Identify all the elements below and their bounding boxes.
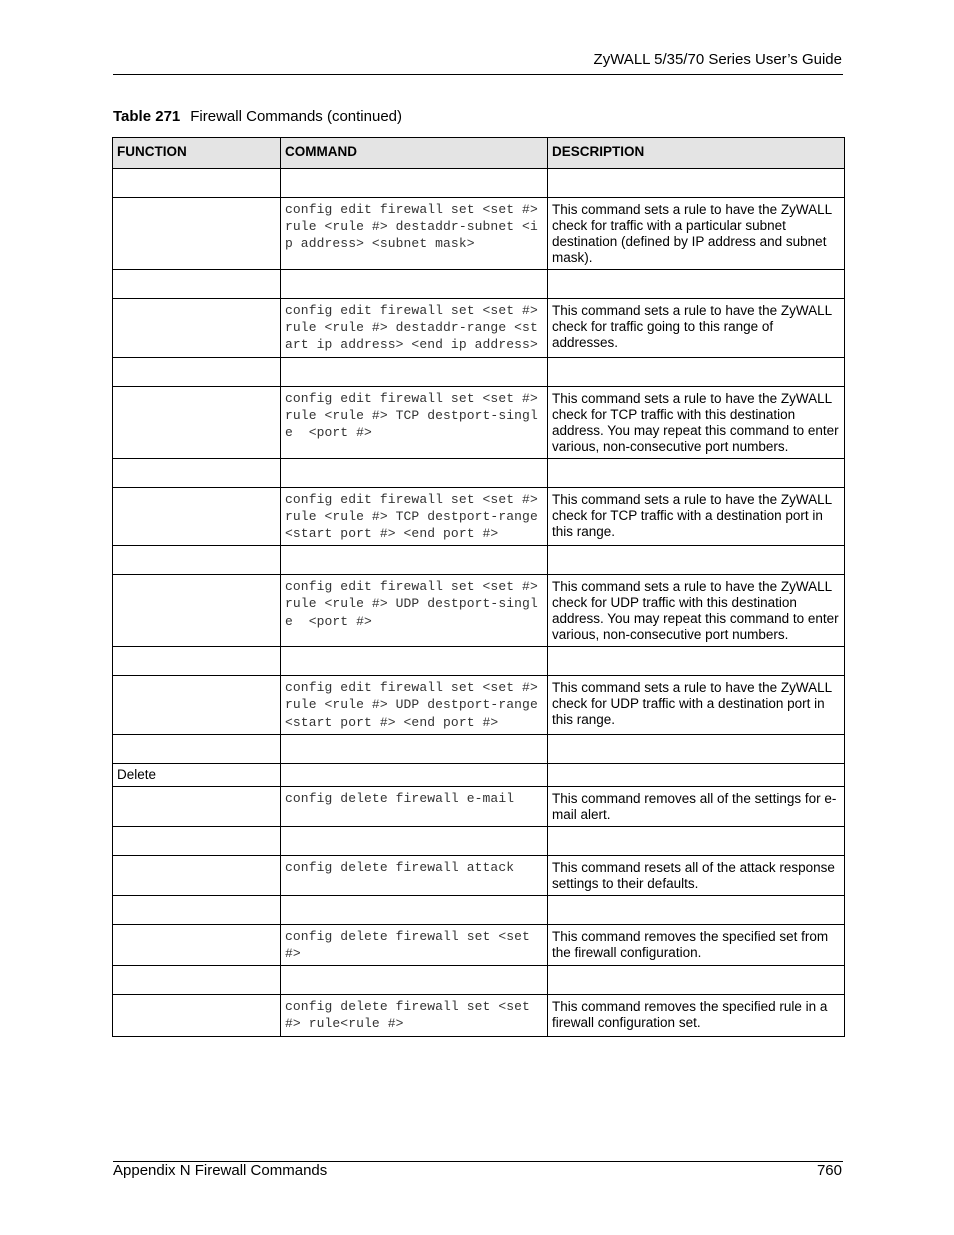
cell-description: This command removes the specified rule in a firewall configuration set. [548,995,845,1036]
table-row [113,966,845,995]
cell-command [281,357,548,386]
cell-command [281,647,548,676]
cell-function [113,386,281,458]
cell-function [113,786,281,826]
footer-section: Appendix N Firewall Commands [113,1162,328,1179]
cell-description: This command sets a rule to have the ZyWALL check for traffic going to this range of addresses. [548,299,845,358]
cell-function [113,895,281,924]
cell-description [548,546,845,575]
cell-description: This command sets a rule to have the ZyWALL check for TCP traffic with this destination address. You may repeat this command to enter various, non-consecutive port numbers. [548,386,845,458]
running-header: ZyWALL 5/35/70 Series User’s Guide [593,51,842,68]
cell-description [548,357,845,386]
cell-function [113,734,281,763]
cell-command: config delete firewall e-mail [281,786,548,826]
cell-description [548,734,845,763]
table-row [113,299,845,358]
cell-function [113,487,281,546]
cell-function [113,647,281,676]
header-divider [113,74,843,75]
cell-function [113,924,281,965]
cell-description: This command sets a rule to have the ZyWALL check for TCP traffic with a destination port in this range. [548,487,845,546]
table-row [113,198,845,270]
table-row [113,575,845,647]
cell-command [281,966,548,995]
table-row [113,924,845,965]
table-row [113,734,845,763]
table-row [113,855,845,895]
cell-function [113,826,281,855]
cell-command [281,826,548,855]
cell-function: Delete [113,763,281,786]
cell-function [113,299,281,358]
cell-description: This command removes the specified set from the firewall configuration. [548,924,845,965]
cell-command [281,458,548,487]
table-caption [113,108,402,125]
cell-description [548,763,845,786]
cell-description: This command sets a rule to have the ZyWALL check for traffic with a particular subnet destination (defined by IP address and subnet mask). [548,198,845,270]
table-number: Table 271 [113,108,181,125]
table-row [113,676,845,735]
cell-function [113,575,281,647]
cell-description [548,458,845,487]
table-row [113,487,845,546]
column-header-description: DESCRIPTION [548,138,845,169]
cell-description [548,169,845,198]
table-row [113,763,845,786]
table-row [113,458,845,487]
cell-command [281,734,548,763]
table-row [113,895,845,924]
cell-function [113,995,281,1036]
cell-command [281,546,548,575]
cell-command: config edit firewall set <set #> rule <rule #> TCP destport-range <start port #> <end port #> [281,487,548,546]
table-row [113,786,845,826]
table-row [113,386,845,458]
cell-description: This command sets a rule to have the ZyWALL check for UDP traffic with this destination address. You may repeat this command to enter various, non-consecutive port numbers. [548,575,845,647]
table-row [113,647,845,676]
cell-description [548,966,845,995]
table-row [113,270,845,299]
cell-function [113,546,281,575]
page-number: 760 [816,1162,842,1179]
cell-command [281,169,548,198]
cell-function [113,855,281,895]
cell-command: config edit firewall set <set #> rule <rule #> UDP destport-range <start port #> <end port #> [281,676,548,735]
cell-command: config edit firewall set <set #> rule <rule #> destaddr-range <start ip address> <end ip address> [281,299,548,358]
cell-description: This command sets a rule to have the ZyWALL check for UDP traffic with a destination port in this range. [548,676,845,735]
cell-description [548,270,845,299]
table-row [113,357,845,386]
table-row [113,995,845,1036]
table-row [113,546,845,575]
cell-function [113,966,281,995]
table-row [113,169,845,198]
table-title: Firewall Commands (continued) [190,108,403,125]
table-header-row [113,138,845,169]
cell-command: config edit firewall set <set #> rule <rule #> UDP destport-single <port #> [281,575,548,647]
cell-command: config edit firewall set <set #> rule <rule #> TCP destport-single <port #> [281,386,548,458]
cell-description: This command removes all of the settings for e-mail alert. [548,786,845,826]
cell-function [113,169,281,198]
cell-description [548,647,845,676]
cell-function [113,357,281,386]
cell-function [113,270,281,299]
cell-function [113,458,281,487]
cell-command [281,270,548,299]
cell-command: config delete firewall set <set #> [281,924,548,965]
cell-function [113,676,281,735]
cell-description [548,895,845,924]
column-header-function: FUNCTION [113,138,281,169]
cell-command [281,763,548,786]
cell-description: This command resets all of the attack response settings to their defaults. [548,855,845,895]
cell-function [113,198,281,270]
table-row [113,826,845,855]
cell-description [548,826,845,855]
column-header-command: COMMAND [281,138,548,169]
cell-command: config delete firewall set <set #> rule<rule #> [281,995,548,1036]
cell-command: config edit firewall set <set #> rule <rule #> destaddr-subnet <ip address> <subnet mask> [281,198,548,270]
cell-command: config delete firewall attack [281,855,548,895]
cell-command [281,895,548,924]
firewall-commands-table [112,137,845,1037]
